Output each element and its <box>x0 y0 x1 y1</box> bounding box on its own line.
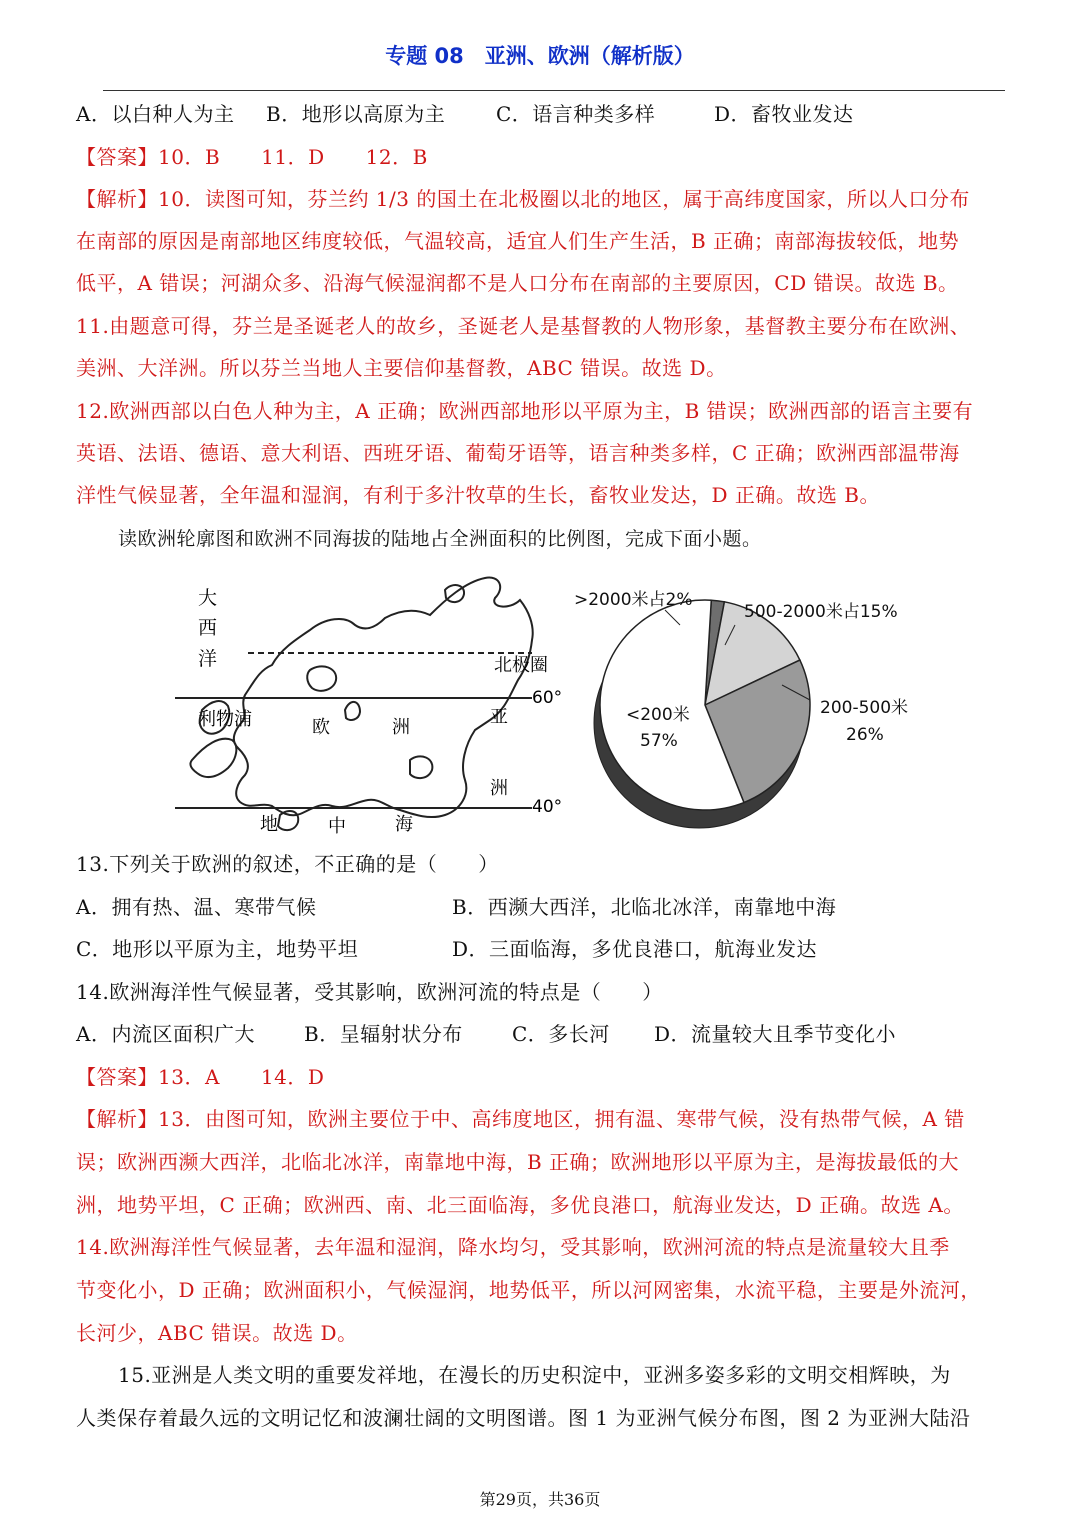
map-ocean-char-2: 洋 <box>198 648 218 670</box>
pie-pct-under-200: 57% <box>640 731 678 751</box>
option-a: A．以白种人为主 <box>76 102 235 126</box>
option-d: D．畜牧业发达 <box>714 102 854 126</box>
map-ocean-char-0: 大 <box>198 587 218 609</box>
option-a: A．内流区面积广大 <box>76 1022 255 1046</box>
q15-line-0: 15.亚洲是人类文明的重要发祥地，在漫长的历史积淀中，亚洲多姿多彩的文明交相辉映，为 <box>118 1363 951 1387</box>
intro-13: 读欧洲轮廓图和欧洲不同海拔的陆地占全洲面积的比例图，完成下面小题。 <box>118 528 762 550</box>
answer-text: 13．A 14．D <box>158 1065 325 1089</box>
analysis-2-line-0 <box>76 1104 1016 1134</box>
map-med-char-0: 地 <box>260 814 278 835</box>
header-rule <box>103 90 1005 91</box>
option-c: C．多长河 <box>512 1022 610 1046</box>
q14-stem: 14.欧洲海洋性气候显著，受其影响，欧洲河流的特点是（ ） <box>76 980 663 1004</box>
map-asia-char-0: 亚 <box>490 707 508 728</box>
map-europe-char-0: 欧 <box>312 717 330 738</box>
analysis-1-line-1: 在南部的原因是南部地区纬度较低，气温较高，适宜人们生产生活，B 正确；南部海拔较低，地势 <box>76 229 960 253</box>
figure-europe <box>160 570 940 840</box>
analysis-1-line-6: 英语、法语、德语、意大利语、西班牙语、葡萄牙语等，语言种类多样，C 正确；欧洲西部温带海 <box>76 441 960 465</box>
analysis-1-line-5: 12.欧洲西部以白色人种为主，A 正确；欧洲西部地形以平原为主，B 错误；欧洲西部的语言主要有 <box>76 399 974 423</box>
map-med-char-1: 中 <box>328 816 346 837</box>
q13-stem: 13.下列关于欧洲的叙述，不正确的是（ ） <box>76 852 499 876</box>
figure-svg <box>160 570 940 840</box>
option-b: B．西濒大西洋，北临北冰洋，南靠地中海 <box>452 895 837 919</box>
analysis-text: 13．由图可知，欧洲主要位于中、高纬度地区，拥有温、寒带气候，没有热带气候，A 错 <box>158 1107 965 1131</box>
map-liverpool-label: 利物浦 <box>198 709 252 730</box>
option-d: D．三面临海，多优良港口，航海业发达 <box>452 937 818 961</box>
q13-options-row-2 <box>76 934 1016 964</box>
analysis-1-line-3: 11.由题意可得，芬兰是圣诞老人的故乡，圣诞老人是基督教的人物形象，基督教主要分布在欧洲、 <box>76 314 971 338</box>
pie-pct-200-500: 26% <box>846 725 884 745</box>
analysis-2-line-4: 节变化小，D 正确；欧洲面积小，气候湿润，地势低平，所以河网密集，水流平稳，主要是外流河， <box>76 1278 981 1302</box>
option-b: B．地形以高原为主 <box>266 102 446 126</box>
q12-options <box>76 99 1016 129</box>
answer-tag: 【答案】 <box>76 1065 158 1089</box>
answer-text: 10．B 11．D 12．B <box>158 145 428 169</box>
pie-label-over-2000: >2000米占2% <box>574 590 693 610</box>
option-d: D．流量较大且季节变化小 <box>654 1022 897 1046</box>
analysis-2-line-1: 误；欧洲西濒大西洋，北临北冰洋，南靠地中海，B 正确；欧洲地形以平原为主，是海拔最低的大 <box>76 1150 960 1174</box>
analysis-2-line-3: 14.欧洲海洋性气候显著，去年温和湿润，降水均匀，受其影响，欧洲河流的特点是流量较大且季 <box>76 1235 950 1259</box>
page-title: 专题 08 亚洲、欧洲（解析版） <box>385 44 695 68</box>
pie-label-200-500: 200-500米 <box>820 698 909 718</box>
answer-block-2 <box>76 1062 1016 1092</box>
option-a: A．拥有热、温、寒带气候 <box>76 895 317 919</box>
map-arctic-label: 北极圈 <box>494 655 548 676</box>
map-lat-40-label: 40° <box>532 797 563 817</box>
map-asia-char-1: 洲 <box>490 778 508 799</box>
pie-label-under-200: <200米 <box>626 705 690 725</box>
analysis-1-line-0 <box>76 184 1016 214</box>
page-number: 第29页，共36页 <box>479 1490 601 1509</box>
q13-options-row-1 <box>76 892 1016 922</box>
europe-map <box>190 578 532 831</box>
option-b: B．呈辐射状分布 <box>304 1022 463 1046</box>
analysis-tag: 【解析】 <box>76 187 158 211</box>
map-europe-char-1: 洲 <box>392 717 410 738</box>
option-c: C．语言种类多样 <box>496 102 656 126</box>
analysis-2-line-5: 长河少，ABC 错误。故选 D。 <box>76 1321 358 1345</box>
q15-line-1: 人类保存着最久远的文明记忆和波澜壮阔的文明图谱。图 1 为亚洲气候分布图，图 2 为亚洲大陆沿 <box>76 1406 971 1430</box>
analysis-1-line-4: 美洲、大洋洲。所以芬兰当地人主要信仰基督教，ABC 错误。故选 D。 <box>76 356 727 380</box>
map-lat-60-label: 60° <box>532 688 563 708</box>
analysis-text: 10．读图可知，芬兰约 1/3 的国土在北极圈以北的地区，属于高纬度国家，所以人口分布 <box>158 187 970 211</box>
pie-label-500-2000: 500-2000米占15% <box>744 602 898 622</box>
answer-tag: 【答案】 <box>76 145 158 169</box>
answer-block-1 <box>76 142 1016 172</box>
q14-options <box>76 1019 1016 1049</box>
map-med-char-2: 海 <box>395 814 413 835</box>
option-c: C．地形以平原为主，地势平坦 <box>76 937 359 961</box>
map-ocean-char-1: 西 <box>198 617 218 639</box>
analysis-2-line-2: 洲，地势平坦，C 正确；欧洲西、南、北三面临海，多优良港口，航海业发达，D 正确。故选 A。 <box>76 1193 964 1217</box>
analysis-1-line-7: 洋性气候显著，全年温和湿润，有利于多汁牧草的生长，畜牧业发达，D 正确。故选 B。 <box>76 483 880 507</box>
analysis-1-line-2: 低平，A 错误；河湖众多、沿海气候湿润都不是人口分布在南部的主要原因，CD 错误。故选 B。 <box>76 271 959 295</box>
analysis-tag: 【解析】 <box>76 1107 158 1131</box>
